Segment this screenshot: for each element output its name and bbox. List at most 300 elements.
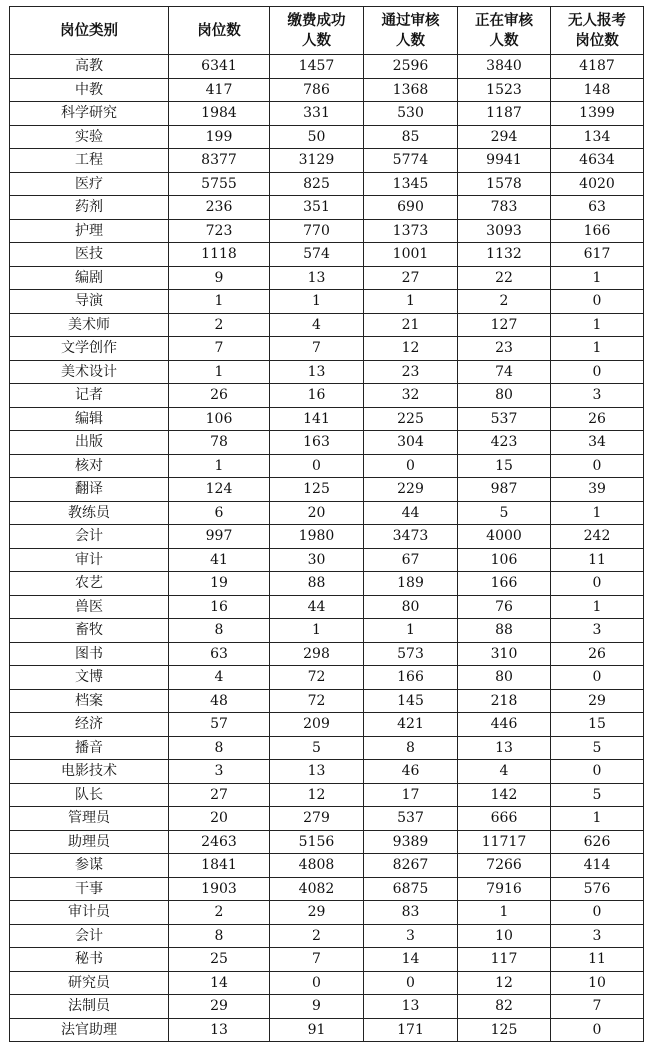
table-body xyxy=(10,55,644,1042)
approved-cell: 573 xyxy=(364,642,458,666)
paid-cell: 2 xyxy=(270,924,364,948)
reviewing-cell: 76 xyxy=(458,595,551,619)
paid-cell: 1980 xyxy=(270,525,364,549)
paid-cell: 825 xyxy=(270,172,364,196)
approved-cell: 3473 xyxy=(364,525,458,549)
reviewing-cell: 74 xyxy=(458,360,551,384)
positions-cell: 1903 xyxy=(169,877,270,901)
positions-cell: 1 xyxy=(169,290,270,314)
table-row xyxy=(10,666,644,690)
category-cell: 播音 xyxy=(10,736,169,760)
paid-cell: 770 xyxy=(270,219,364,243)
header-approved: 通过审核 人数 xyxy=(364,7,458,55)
table-row xyxy=(10,478,644,502)
positions-cell: 997 xyxy=(169,525,270,549)
reviewing-cell: 1 xyxy=(458,901,551,925)
paid-cell: 4808 xyxy=(270,854,364,878)
table-row xyxy=(10,736,644,760)
reviewing-cell: 106 xyxy=(458,548,551,572)
category-cell: 助理员 xyxy=(10,830,169,854)
header-reviewing: 正在审核 人数 xyxy=(458,7,551,55)
approved-cell: 1345 xyxy=(364,172,458,196)
positions-cell: 1 xyxy=(169,360,270,384)
category-cell: 兽医 xyxy=(10,595,169,619)
table-row xyxy=(10,971,644,995)
no-applicant-cell: 1 xyxy=(551,337,644,361)
approved-cell: 13 xyxy=(364,995,458,1019)
approved-cell: 67 xyxy=(364,548,458,572)
no-applicant-cell: 15 xyxy=(551,713,644,737)
reviewing-cell: 537 xyxy=(458,407,551,431)
reviewing-cell: 987 xyxy=(458,478,551,502)
positions-cell: 5755 xyxy=(169,172,270,196)
positions-cell: 8377 xyxy=(169,149,270,173)
approved-cell: 32 xyxy=(364,384,458,408)
header-no-applicant: 无人报考 岗位数 xyxy=(551,7,644,55)
no-applicant-cell: 576 xyxy=(551,877,644,901)
reviewing-cell: 4000 xyxy=(458,525,551,549)
table-row xyxy=(10,407,644,431)
reviewing-cell: 15 xyxy=(458,454,551,478)
category-cell: 实验 xyxy=(10,125,169,149)
paid-cell: 141 xyxy=(270,407,364,431)
positions-cell: 13 xyxy=(169,1018,270,1042)
approved-cell: 44 xyxy=(364,501,458,525)
approved-cell: 6875 xyxy=(364,877,458,901)
table-header xyxy=(10,7,644,55)
approved-cell: 5774 xyxy=(364,149,458,173)
positions-cell: 2 xyxy=(169,313,270,337)
table-row xyxy=(10,431,644,455)
no-applicant-cell: 0 xyxy=(551,360,644,384)
reviewing-cell: 10 xyxy=(458,924,551,948)
category-cell: 编剧 xyxy=(10,266,169,290)
reviewing-cell: 7916 xyxy=(458,877,551,901)
reviewing-cell: 1187 xyxy=(458,102,551,126)
paid-cell: 72 xyxy=(270,689,364,713)
header-positions: 岗位数 xyxy=(169,7,270,55)
approved-cell: 537 xyxy=(364,807,458,831)
reviewing-cell: 446 xyxy=(458,713,551,737)
no-applicant-cell: 166 xyxy=(551,219,644,243)
table-row xyxy=(10,783,644,807)
no-applicant-cell: 0 xyxy=(551,760,644,784)
table-row xyxy=(10,760,644,784)
approved-cell: 9389 xyxy=(364,830,458,854)
paid-cell: 16 xyxy=(270,384,364,408)
table-row xyxy=(10,501,644,525)
positions-cell: 236 xyxy=(169,196,270,220)
table-row xyxy=(10,1018,644,1042)
no-applicant-cell: 1 xyxy=(551,807,644,831)
positions-cell: 2 xyxy=(169,901,270,925)
no-applicant-cell: 3 xyxy=(551,384,644,408)
reviewing-cell: 166 xyxy=(458,572,551,596)
approved-cell: 189 xyxy=(364,572,458,596)
table-row xyxy=(10,172,644,196)
category-cell: 医疗 xyxy=(10,172,169,196)
header-paid: 缴费成功 人数 xyxy=(270,7,364,55)
no-applicant-cell: 626 xyxy=(551,830,644,854)
positions-cell: 1118 xyxy=(169,243,270,267)
positions-cell: 57 xyxy=(169,713,270,737)
no-applicant-cell: 1 xyxy=(551,595,644,619)
table-row xyxy=(10,196,644,220)
reviewing-cell: 3840 xyxy=(458,55,551,79)
reviewing-cell: 5 xyxy=(458,501,551,525)
no-applicant-cell: 4634 xyxy=(551,149,644,173)
no-applicant-cell: 63 xyxy=(551,196,644,220)
no-applicant-cell: 148 xyxy=(551,78,644,102)
paid-cell: 13 xyxy=(270,266,364,290)
reviewing-cell: 1523 xyxy=(458,78,551,102)
reviewing-cell: 127 xyxy=(458,313,551,337)
positions-cell: 1 xyxy=(169,454,270,478)
approved-cell: 1373 xyxy=(364,219,458,243)
category-cell: 中教 xyxy=(10,78,169,102)
approved-cell: 17 xyxy=(364,783,458,807)
reviewing-cell: 7266 xyxy=(458,854,551,878)
paid-cell: 351 xyxy=(270,196,364,220)
positions-cell: 8 xyxy=(169,924,270,948)
positions-cell: 723 xyxy=(169,219,270,243)
category-cell: 审计员 xyxy=(10,901,169,925)
approved-cell: 2596 xyxy=(364,55,458,79)
reviewing-cell: 22 xyxy=(458,266,551,290)
approved-cell: 421 xyxy=(364,713,458,737)
positions-cell: 8 xyxy=(169,736,270,760)
table-row xyxy=(10,149,644,173)
table-row xyxy=(10,924,644,948)
positions-cell: 2463 xyxy=(169,830,270,854)
reviewing-cell: 13 xyxy=(458,736,551,760)
positions-cell: 3 xyxy=(169,760,270,784)
reviewing-cell: 9941 xyxy=(458,149,551,173)
approved-cell: 1368 xyxy=(364,78,458,102)
approved-cell: 171 xyxy=(364,1018,458,1042)
reviewing-cell: 218 xyxy=(458,689,551,713)
category-cell: 工程 xyxy=(10,149,169,173)
category-cell: 编辑 xyxy=(10,407,169,431)
no-applicant-cell: 11 xyxy=(551,548,644,572)
category-cell: 药剂 xyxy=(10,196,169,220)
paid-cell: 1457 xyxy=(270,55,364,79)
reviewing-cell: 117 xyxy=(458,948,551,972)
reviewing-cell: 783 xyxy=(458,196,551,220)
approved-cell: 46 xyxy=(364,760,458,784)
category-cell: 美术设计 xyxy=(10,360,169,384)
statistics-table-container xyxy=(9,6,643,1042)
table-row xyxy=(10,901,644,925)
table-row xyxy=(10,337,644,361)
reviewing-cell: 88 xyxy=(458,619,551,643)
category-cell: 核对 xyxy=(10,454,169,478)
positions-cell: 106 xyxy=(169,407,270,431)
table-row xyxy=(10,995,644,1019)
paid-cell: 29 xyxy=(270,901,364,925)
category-cell: 美术师 xyxy=(10,313,169,337)
no-applicant-cell: 1 xyxy=(551,501,644,525)
table-row xyxy=(10,55,644,79)
positions-cell: 1984 xyxy=(169,102,270,126)
table-row xyxy=(10,102,644,126)
paid-cell: 574 xyxy=(270,243,364,267)
no-applicant-cell: 5 xyxy=(551,783,644,807)
approved-cell: 1 xyxy=(364,619,458,643)
paid-cell: 1 xyxy=(270,619,364,643)
approved-cell: 225 xyxy=(364,407,458,431)
category-cell: 护理 xyxy=(10,219,169,243)
approved-cell: 0 xyxy=(364,454,458,478)
no-applicant-cell: 29 xyxy=(551,689,644,713)
no-applicant-cell: 3 xyxy=(551,924,644,948)
paid-cell: 3129 xyxy=(270,149,364,173)
paid-cell: 4082 xyxy=(270,877,364,901)
approved-cell: 304 xyxy=(364,431,458,455)
category-cell: 干事 xyxy=(10,877,169,901)
no-applicant-cell: 1 xyxy=(551,266,644,290)
table-row xyxy=(10,313,644,337)
paid-cell: 298 xyxy=(270,642,364,666)
no-applicant-cell: 39 xyxy=(551,478,644,502)
positions-cell: 4 xyxy=(169,666,270,690)
positions-cell: 19 xyxy=(169,572,270,596)
paid-cell: 5 xyxy=(270,736,364,760)
paid-cell: 279 xyxy=(270,807,364,831)
paid-cell: 50 xyxy=(270,125,364,149)
no-applicant-cell: 5 xyxy=(551,736,644,760)
reviewing-cell: 310 xyxy=(458,642,551,666)
no-applicant-cell: 1399 xyxy=(551,102,644,126)
table-row xyxy=(10,360,644,384)
no-applicant-cell: 4187 xyxy=(551,55,644,79)
table-row xyxy=(10,877,644,901)
positions-cell: 417 xyxy=(169,78,270,102)
header-row xyxy=(10,7,644,55)
positions-cell: 6 xyxy=(169,501,270,525)
paid-cell: 20 xyxy=(270,501,364,525)
reviewing-cell: 4 xyxy=(458,760,551,784)
approved-cell: 530 xyxy=(364,102,458,126)
positions-cell: 20 xyxy=(169,807,270,831)
no-applicant-cell: 0 xyxy=(551,572,644,596)
approved-cell: 14 xyxy=(364,948,458,972)
table-row xyxy=(10,807,644,831)
table-row xyxy=(10,219,644,243)
paid-cell: 9 xyxy=(270,995,364,1019)
paid-cell: 7 xyxy=(270,337,364,361)
reviewing-cell: 82 xyxy=(458,995,551,1019)
reviewing-cell: 80 xyxy=(458,666,551,690)
table-row xyxy=(10,854,644,878)
category-cell: 经济 xyxy=(10,713,169,737)
positions-cell: 14 xyxy=(169,971,270,995)
paid-cell: 13 xyxy=(270,360,364,384)
no-applicant-cell: 0 xyxy=(551,666,644,690)
no-applicant-cell: 11 xyxy=(551,948,644,972)
approved-cell: 1001 xyxy=(364,243,458,267)
positions-cell: 29 xyxy=(169,995,270,1019)
paid-cell: 5156 xyxy=(270,830,364,854)
table-row xyxy=(10,384,644,408)
table-row xyxy=(10,125,644,149)
table-row xyxy=(10,548,644,572)
positions-cell: 27 xyxy=(169,783,270,807)
category-cell: 文博 xyxy=(10,666,169,690)
positions-cell: 41 xyxy=(169,548,270,572)
category-cell: 畜牧 xyxy=(10,619,169,643)
approved-cell: 8 xyxy=(364,736,458,760)
category-cell: 医技 xyxy=(10,243,169,267)
approved-cell: 229 xyxy=(364,478,458,502)
no-applicant-cell: 4020 xyxy=(551,172,644,196)
positions-cell: 16 xyxy=(169,595,270,619)
category-cell: 出版 xyxy=(10,431,169,455)
category-cell: 高教 xyxy=(10,55,169,79)
paid-cell: 13 xyxy=(270,760,364,784)
positions-cell: 7 xyxy=(169,337,270,361)
paid-cell: 12 xyxy=(270,783,364,807)
no-applicant-cell: 26 xyxy=(551,407,644,431)
reviewing-cell: 125 xyxy=(458,1018,551,1042)
positions-cell: 1841 xyxy=(169,854,270,878)
table-row xyxy=(10,830,644,854)
no-applicant-cell: 26 xyxy=(551,642,644,666)
table-row xyxy=(10,595,644,619)
positions-cell: 9 xyxy=(169,266,270,290)
approved-cell: 12 xyxy=(364,337,458,361)
category-cell: 档案 xyxy=(10,689,169,713)
table-row xyxy=(10,454,644,478)
no-applicant-cell: 34 xyxy=(551,431,644,455)
category-cell: 队长 xyxy=(10,783,169,807)
reviewing-cell: 666 xyxy=(458,807,551,831)
no-applicant-cell: 414 xyxy=(551,854,644,878)
table-row xyxy=(10,619,644,643)
table-row xyxy=(10,572,644,596)
category-cell: 法官助理 xyxy=(10,1018,169,1042)
positions-cell: 78 xyxy=(169,431,270,455)
category-cell: 秘书 xyxy=(10,948,169,972)
table-row xyxy=(10,948,644,972)
category-cell: 电影技术 xyxy=(10,760,169,784)
approved-cell: 145 xyxy=(364,689,458,713)
category-cell: 文学创作 xyxy=(10,337,169,361)
table-row xyxy=(10,243,644,267)
no-applicant-cell: 0 xyxy=(551,901,644,925)
category-cell: 农艺 xyxy=(10,572,169,596)
approved-cell: 23 xyxy=(364,360,458,384)
reviewing-cell: 142 xyxy=(458,783,551,807)
no-applicant-cell: 3 xyxy=(551,619,644,643)
category-cell: 翻译 xyxy=(10,478,169,502)
reviewing-cell: 1578 xyxy=(458,172,551,196)
no-applicant-cell: 1 xyxy=(551,313,644,337)
no-applicant-cell: 0 xyxy=(551,454,644,478)
paid-cell: 44 xyxy=(270,595,364,619)
reviewing-cell: 423 xyxy=(458,431,551,455)
approved-cell: 8267 xyxy=(364,854,458,878)
category-cell: 审计 xyxy=(10,548,169,572)
approved-cell: 1 xyxy=(364,290,458,314)
approved-cell: 3 xyxy=(364,924,458,948)
paid-cell: 88 xyxy=(270,572,364,596)
paid-cell: 72 xyxy=(270,666,364,690)
category-cell: 法制员 xyxy=(10,995,169,1019)
positions-cell: 26 xyxy=(169,384,270,408)
category-cell: 图书 xyxy=(10,642,169,666)
table-row xyxy=(10,525,644,549)
approved-cell: 80 xyxy=(364,595,458,619)
paid-cell: 163 xyxy=(270,431,364,455)
approved-cell: 27 xyxy=(364,266,458,290)
statistics-table xyxy=(9,6,644,1042)
category-cell: 科学研究 xyxy=(10,102,169,126)
reviewing-cell: 11717 xyxy=(458,830,551,854)
reviewing-cell: 2 xyxy=(458,290,551,314)
no-applicant-cell: 617 xyxy=(551,243,644,267)
approved-cell: 166 xyxy=(364,666,458,690)
table-row xyxy=(10,713,644,737)
paid-cell: 125 xyxy=(270,478,364,502)
approved-cell: 690 xyxy=(364,196,458,220)
approved-cell: 21 xyxy=(364,313,458,337)
paid-cell: 7 xyxy=(270,948,364,972)
table-row xyxy=(10,642,644,666)
no-applicant-cell: 7 xyxy=(551,995,644,1019)
paid-cell: 1 xyxy=(270,290,364,314)
paid-cell: 30 xyxy=(270,548,364,572)
category-cell: 会计 xyxy=(10,924,169,948)
table-row xyxy=(10,689,644,713)
reviewing-cell: 294 xyxy=(458,125,551,149)
no-applicant-cell: 10 xyxy=(551,971,644,995)
no-applicant-cell: 242 xyxy=(551,525,644,549)
positions-cell: 48 xyxy=(169,689,270,713)
category-cell: 会计 xyxy=(10,525,169,549)
approved-cell: 83 xyxy=(364,901,458,925)
reviewing-cell: 80 xyxy=(458,384,551,408)
paid-cell: 786 xyxy=(270,78,364,102)
category-cell: 导演 xyxy=(10,290,169,314)
reviewing-cell: 12 xyxy=(458,971,551,995)
positions-cell: 63 xyxy=(169,642,270,666)
table-row xyxy=(10,78,644,102)
reviewing-cell: 1132 xyxy=(458,243,551,267)
no-applicant-cell: 0 xyxy=(551,1018,644,1042)
positions-cell: 8 xyxy=(169,619,270,643)
reviewing-cell: 23 xyxy=(458,337,551,361)
reviewing-cell: 3093 xyxy=(458,219,551,243)
approved-cell: 85 xyxy=(364,125,458,149)
positions-cell: 6341 xyxy=(169,55,270,79)
table-row xyxy=(10,290,644,314)
category-cell: 研究员 xyxy=(10,971,169,995)
no-applicant-cell: 134 xyxy=(551,125,644,149)
positions-cell: 199 xyxy=(169,125,270,149)
positions-cell: 124 xyxy=(169,478,270,502)
paid-cell: 0 xyxy=(270,971,364,995)
positions-cell: 25 xyxy=(169,948,270,972)
paid-cell: 0 xyxy=(270,454,364,478)
paid-cell: 209 xyxy=(270,713,364,737)
category-cell: 教练员 xyxy=(10,501,169,525)
no-applicant-cell: 0 xyxy=(551,290,644,314)
header-category: 岗位类别 xyxy=(10,7,169,55)
category-cell: 管理员 xyxy=(10,807,169,831)
category-cell: 参谋 xyxy=(10,854,169,878)
table-row xyxy=(10,266,644,290)
